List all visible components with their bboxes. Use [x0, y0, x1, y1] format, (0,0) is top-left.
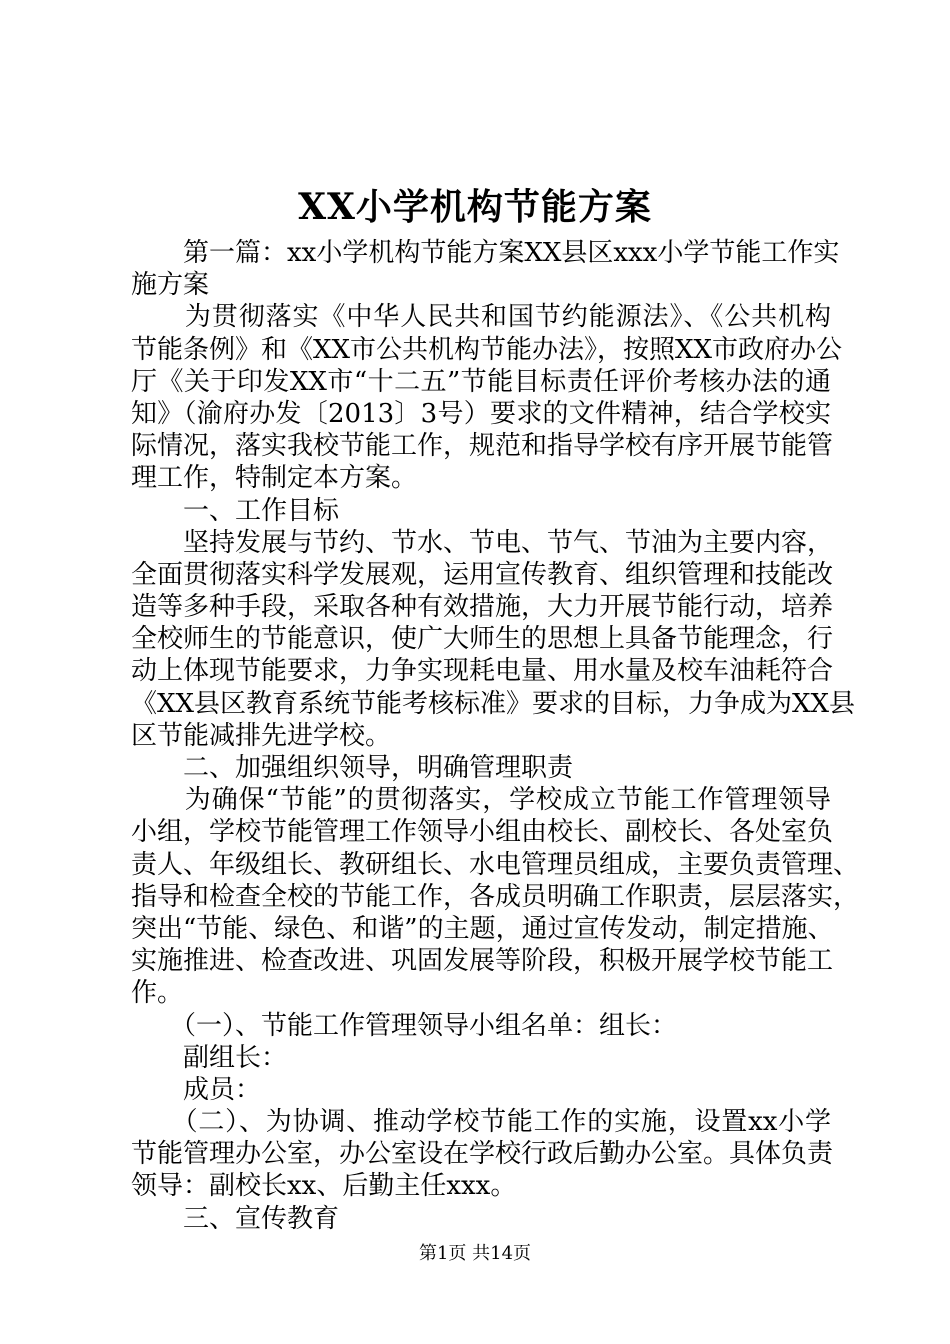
- body-line: 二、加强组织领导，明确管理职责: [131, 753, 574, 783]
- body-line: 动上体现节能要求，力争实现耗电量、用水量及校车油耗符合: [131, 656, 834, 687]
- body-line: 全面贯彻落实科学发展观，运用宣传教育、组织管理和技能改: [131, 559, 834, 590]
- body-line: 际情况，落实我校节能工作，规范和指导学校有序开展节能管: [131, 431, 834, 462]
- document-body: [131, 237, 860, 1235]
- body-line: 突出“节能、绿色、和谐”的主题，通过宣传发动，制定措施、: [131, 913, 834, 944]
- body-line: 责人、年级组长、教研组长、水电管理员组成，主要负责管理、: [131, 849, 860, 880]
- body-line: 节能条例》和《XX市公共机构节能办法》，按照XX市政府办公: [131, 334, 843, 365]
- body-line: 为贯彻落实《中华人民共和国节约能源法》、《公共机构: [131, 302, 831, 333]
- page-footer: 第1页 共14页: [418, 1243, 532, 1264]
- body-line: 造等多种手段，采取各种有效措施，大力开展节能行动，培养: [131, 592, 834, 623]
- body-line: 坚持发展与节约、节水、节电、节气、节油为主要内容，: [131, 527, 834, 558]
- body-line: （二）、为协调、推动学校节能工作的实施，设置xx小学: [131, 1107, 831, 1138]
- body-line: 知》（渝府办发〔2013〕3号）要求的文件精神，结合学校实: [131, 398, 831, 429]
- body-line: 实施推进、检查改进、巩固发展等阶段，积极开展学校节能工: [131, 946, 834, 977]
- body-line: 《XX县区教育系统节能考核标准》要求的目标，力争成为XX县: [131, 688, 856, 719]
- document-title: XX小学机构节能方案: [298, 186, 652, 228]
- body-line: 第一篇：xx小学机构节能方案XX县区xxx小学节能工作实: [131, 238, 840, 268]
- body-line: 小组，学校节能管理工作领导小组由校长、副校长、各处室负: [131, 817, 834, 848]
- body-line: 理工作，特制定本方案。: [131, 463, 418, 494]
- body-line: 一、工作目标: [131, 495, 340, 526]
- body-line: 区节能减排先进学校。: [131, 720, 392, 751]
- body-line: 成员：: [131, 1074, 262, 1105]
- body-line: 领导：副校长xx、后勤主任xxx。: [131, 1171, 517, 1202]
- body-line: （一）、节能工作管理领导小组名单：组长：: [131, 1010, 678, 1041]
- body-line: 副组长：: [131, 1042, 288, 1073]
- body-line: 为确保“节能”的贯彻落实，学校成立节能工作管理领导: [131, 785, 831, 816]
- body-line: 三、宣传教育: [131, 1203, 340, 1234]
- body-line: 节能管理办公室，办公室设在学校行政后勤办公室。具体负责: [131, 1139, 834, 1170]
- body-line: 作。: [131, 978, 184, 1009]
- body-line: 全校师生的节能意识，使广大师生的思想上具备节能理念，行: [131, 624, 834, 655]
- body-line: 指导和检查全校的节能工作，各成员明确工作职责，层层落实，: [131, 881, 860, 912]
- body-line: 厅《关于印发XX市“十二五”节能目标责任评价考核办法的通: [131, 366, 831, 397]
- body-line: 施方案: [131, 270, 210, 301]
